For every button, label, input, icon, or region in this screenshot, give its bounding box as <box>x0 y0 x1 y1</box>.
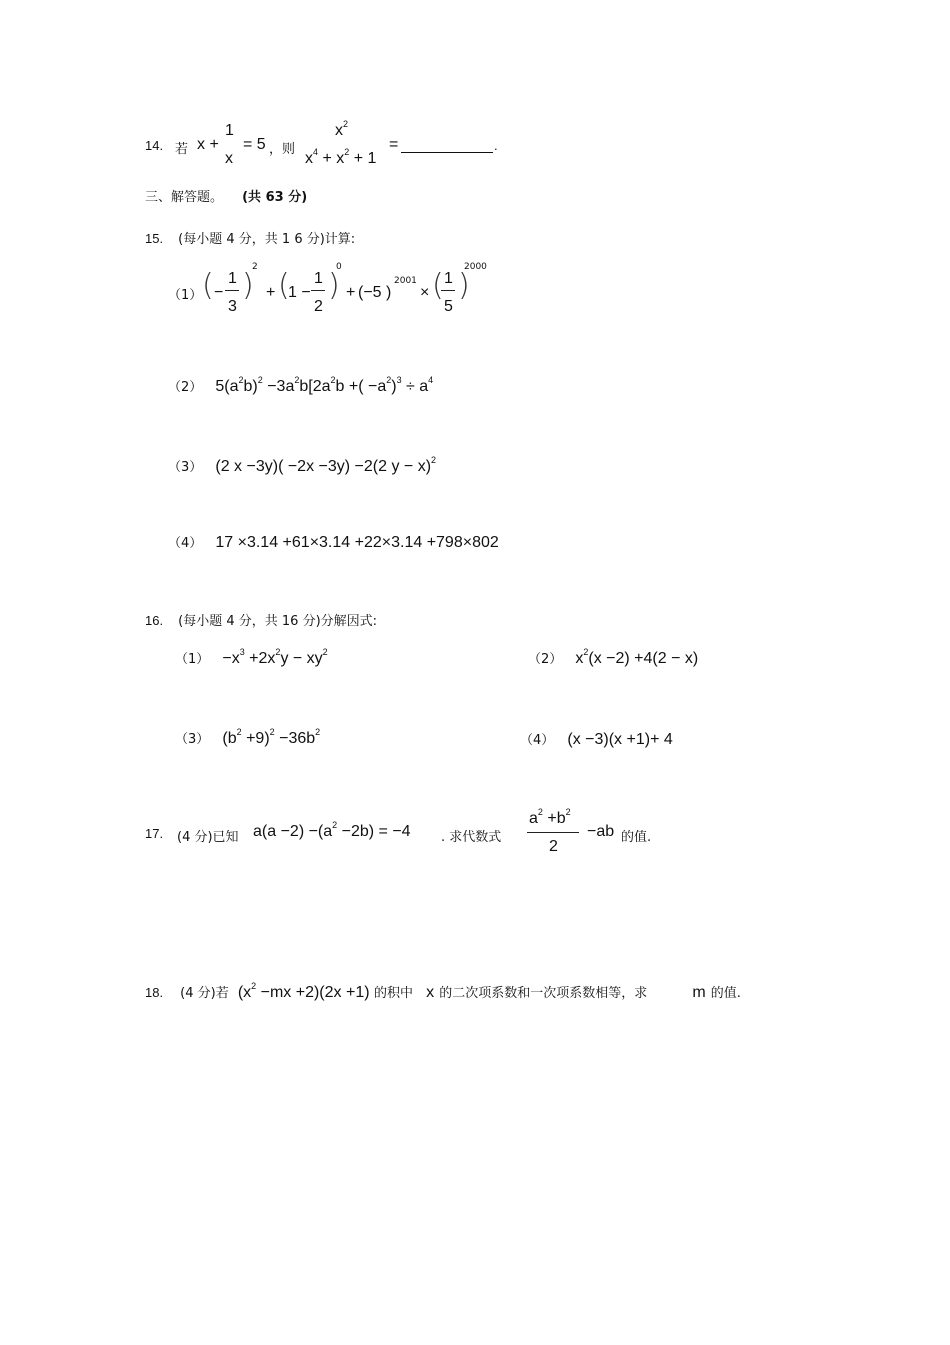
question-number: 14. <box>145 138 164 153</box>
math-expression: $(b^2 +9)^2 -36b^2$ <box>222 727 321 747</box>
exponent: 0 <box>336 262 342 272</box>
question-18 <box>145 982 741 1002</box>
question-intro: (每小题 4 分，共 1 6 分)计算: <box>178 232 356 247</box>
math-expression: $(x^2 -mx +2)(2x +1)$ <box>237 981 370 1001</box>
section-score: (共 63 分) <box>242 190 308 205</box>
question-text: 的二次项系数和一次项系数相等，求 <box>439 986 648 1001</box>
problem-label: （3） <box>175 732 210 747</box>
times-sign: × <box>420 284 430 301</box>
fraction-denominator: 3 <box>228 298 237 315</box>
fraction-numerator: 1 <box>314 270 323 287</box>
question-16-header <box>145 610 377 629</box>
variable-x: x <box>426 984 435 1001</box>
question-text: ，则 <box>269 142 296 157</box>
question-text: 的值. <box>710 986 741 1001</box>
fraction-denominator: x <box>225 150 233 167</box>
question-number: 15. <box>145 231 164 246</box>
problem-15-2 <box>168 376 433 396</box>
fraction-numerator: 1 <box>444 270 453 287</box>
problem-16-3 <box>175 728 320 748</box>
question-15-header <box>145 228 355 247</box>
math-expression: $a(a -2) -(a^2 -2b) = -4$ <box>253 820 411 840</box>
fraction-denominator: $x^4 + x^2 + 1$ <box>305 147 377 167</box>
exponent: 2001 <box>394 276 417 286</box>
problem-label: （4） <box>168 536 203 551</box>
question-text: . 求代数式 <box>441 830 502 845</box>
problem-15-3 <box>168 456 436 476</box>
question-lead: (4 分)若 <box>180 986 229 1001</box>
problem-label: （1） <box>175 652 210 667</box>
math-text: (−5 ) <box>358 284 392 301</box>
right-paren: ) <box>242 268 254 303</box>
answer-blank <box>401 138 493 153</box>
math-text: = 5 <box>243 136 266 153</box>
question-lead: (4 分)已知 <box>177 830 239 845</box>
question-text: 的值. <box>621 830 652 845</box>
problem-16-4 <box>520 729 673 749</box>
period: . <box>494 138 498 153</box>
problem-label: （3） <box>168 460 203 475</box>
math-expression: $x^2(x -2) +4(2 - x)$ <box>575 647 699 667</box>
math-text: −ab <box>587 823 615 840</box>
left-paren: ( <box>278 268 290 303</box>
problem-16-1 <box>175 648 328 668</box>
question-lead: 若 <box>175 142 189 157</box>
fraction-denominator: 2 <box>314 298 323 315</box>
fraction-denominator: 2 <box>549 838 558 855</box>
math-text: x + <box>197 136 219 153</box>
problem-16-2 <box>528 648 698 668</box>
left-paren: ( <box>432 268 444 303</box>
fraction-numerator: $x^2$ <box>335 119 349 139</box>
problem-15-4 <box>168 532 499 552</box>
fraction-numerator: 1 <box>228 270 237 287</box>
fraction-numerator: $a^2 +b^2$ <box>529 807 571 827</box>
plus-sign: + <box>266 284 276 301</box>
section-title: 三、解答题。 <box>145 190 224 205</box>
question-text: 的积中 <box>374 986 414 1001</box>
problem-15-1 <box>168 262 498 322</box>
problem-label: （1） <box>168 288 203 303</box>
fraction-bar <box>441 290 455 291</box>
question-17 <box>145 806 685 858</box>
question-number: 17. <box>145 826 164 841</box>
math-expression: $-x^3 +2x^2y - xy^2$ <box>222 647 328 667</box>
minus-sign: − <box>214 284 224 301</box>
plus-sign: + <box>346 284 356 301</box>
equals-sign: = <box>389 136 399 153</box>
fraction-bar <box>311 290 325 291</box>
variable-m: m <box>692 984 706 1001</box>
fraction-numerator: 1 <box>225 122 234 139</box>
problem-label: （2） <box>168 380 203 395</box>
math-expression: 17 ×3.14 +61×3.14 +22×3.14 +798×802 <box>215 534 499 551</box>
exponent: 2 <box>252 262 258 272</box>
question-number: 16. <box>145 613 164 628</box>
math-expression: (x −3)(x +1)+ 4 <box>567 731 673 748</box>
problem-label: （4） <box>520 733 555 748</box>
exponent: 2000 <box>464 262 487 272</box>
fraction-denominator: 5 <box>444 298 453 315</box>
right-paren: ) <box>328 268 340 303</box>
question-intro: (每小题 4 分，共 16 分)分解因式: <box>178 614 378 629</box>
fraction-bar <box>527 832 579 833</box>
left-paren: ( <box>202 268 214 303</box>
math-expression: (2 x −3y)( −2x −3y) −2(2 y − x)$^2$ <box>215 455 437 475</box>
right-paren: ) <box>458 268 470 303</box>
section-heading <box>145 186 307 205</box>
question-number: 18. <box>145 985 164 1000</box>
math-text: 1 − <box>288 284 311 301</box>
fraction-bar <box>225 290 239 291</box>
problem-label: （2） <box>528 652 563 667</box>
math-expression: $5(a^2b)^2 -3a^2b[2a^2b$ +( $-a^2)^3 \div a^4$ <box>215 375 434 395</box>
question-14 <box>145 119 505 172</box>
